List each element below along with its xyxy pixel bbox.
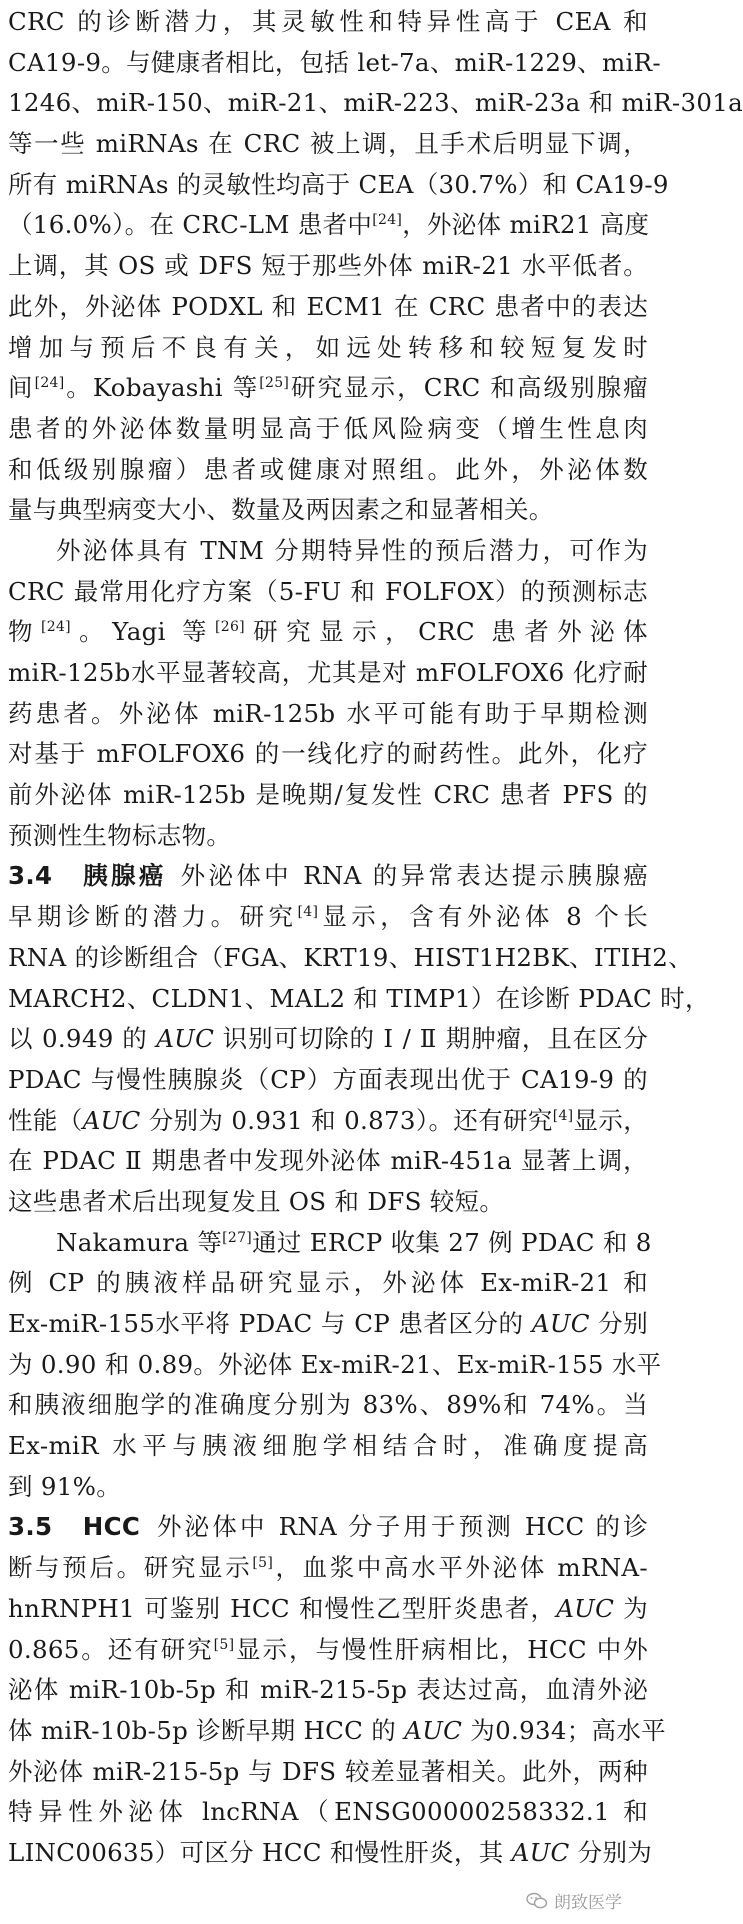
text-run: Ex-miR 水平与胰液细胞学相结合时，准确度提高 bbox=[8, 1431, 648, 1461]
paragraph bbox=[8, 2, 743, 531]
text-line bbox=[8, 205, 648, 246]
text-run: ，血浆中高水平外泌体 mRNA- bbox=[273, 1553, 648, 1583]
italic-term: AUC bbox=[556, 1593, 615, 1623]
text-line bbox=[8, 1060, 648, 1101]
text-line bbox=[8, 938, 693, 979]
text-run: 此外，外泌体 PODXL 和 ECM1 在 CRC 患者中的表达 bbox=[8, 291, 648, 321]
text-run: 外泌体中 RNA 的异常表达提示胰腺癌 bbox=[180, 861, 648, 891]
text-line bbox=[8, 1345, 662, 1386]
text-line bbox=[8, 1792, 648, 1833]
text-line bbox=[8, 775, 648, 816]
text-run: CRC 的诊断潜力，其灵敏性和特异性高于 CEA 和 bbox=[8, 7, 648, 36]
text-run: 患者的外泌体数量明显高于低风险病变（增生性息肉 bbox=[8, 413, 648, 443]
text-run: 前外泌体 miR-125b 是晚期/复发性 CRC 患者 PFS 的 bbox=[8, 780, 648, 810]
paragraph bbox=[8, 531, 648, 857]
text-line bbox=[8, 287, 648, 328]
text-line bbox=[8, 1385, 648, 1426]
italic-term: AUC bbox=[404, 1715, 463, 1745]
text-run: 增加与预后不良有关，如远处转移和较短复发时 bbox=[8, 332, 648, 362]
citation-ref: [4] bbox=[297, 904, 319, 921]
text-run: 为0.934；高水平 bbox=[462, 1715, 666, 1745]
citation-ref: [24] bbox=[34, 375, 65, 392]
text-run: 为 bbox=[614, 1593, 648, 1623]
text-run: 分别 bbox=[589, 1309, 648, 1338]
text-run: 在 PDAC Ⅱ 期患者中发现外泌体 miR-451a 显著上调， bbox=[8, 1146, 648, 1176]
text-run: 显示，含有外泌体 8 个长 bbox=[318, 902, 649, 932]
text-line bbox=[8, 83, 743, 124]
text-run: 间 bbox=[8, 373, 35, 403]
text-line bbox=[8, 1263, 648, 1304]
text-line bbox=[8, 165, 669, 206]
text-run: ，外泌体 miR21 高度 bbox=[402, 210, 650, 240]
italic-term: AUC bbox=[156, 1024, 215, 1054]
text-run: MARCH2、CLDN1、MAL2 和 TIMP1）在诊断 PDAC 时， bbox=[8, 983, 710, 1013]
text-line bbox=[8, 1426, 648, 1467]
text-line bbox=[8, 1507, 648, 1548]
text-line bbox=[8, 612, 648, 653]
text-line bbox=[8, 43, 661, 84]
text-line bbox=[8, 1019, 648, 1060]
text-line bbox=[8, 368, 648, 409]
text-line bbox=[8, 1182, 648, 1223]
text-run: LINC00635）可区分 HCC 和慢性肝炎，其 bbox=[8, 1837, 512, 1867]
text-run: 所有 miRNAs 的灵敏性均高于 CEA（30.7%）和 CA19-9 bbox=[8, 169, 669, 199]
italic-term: AUC bbox=[531, 1309, 590, 1338]
text-run: 为 0.90 和 0.89。外泌体 Ex-miR-21、Ex-miR-155 水平 bbox=[8, 1349, 662, 1379]
text-run: 1246、miR-150、miR-21、miR-223、miR-23a 和 miR-301a bbox=[8, 88, 743, 118]
citation-ref: [24] bbox=[41, 619, 71, 636]
text-line bbox=[8, 572, 648, 613]
paragraph bbox=[8, 1507, 666, 1873]
text-run: 例 CP 的胰液样品研究显示，外泌体 Ex-miR-21 和 bbox=[8, 1268, 648, 1298]
text-line bbox=[8, 1467, 648, 1508]
text-run: CA19-9。与健康者相比，包括 let-7a、miR-1229、miR- bbox=[8, 47, 661, 77]
text-run: 量与典型病变大小、数量及两因素之和显著相关。 bbox=[8, 495, 554, 525]
text-run: 性能（ bbox=[8, 1105, 83, 1135]
text-run: 早期诊断的潜力。研究 bbox=[8, 902, 298, 932]
section-heading: 3.5 HCC bbox=[8, 1512, 141, 1542]
text-line bbox=[8, 734, 648, 775]
text-line bbox=[8, 1141, 648, 1182]
text-line bbox=[8, 531, 648, 572]
text-run: 。Yagi 等 bbox=[70, 617, 215, 647]
text-run: 到 91%。 bbox=[8, 1471, 122, 1501]
citation-ref: [27] bbox=[222, 1229, 253, 1246]
text-run: 以 0.949 的 bbox=[8, 1024, 157, 1054]
text-run: 显示， bbox=[573, 1105, 648, 1135]
text-run: 分别为 0.931 和 0.873）。还有研究 bbox=[140, 1105, 553, 1135]
paragraph bbox=[8, 1223, 662, 1508]
text-line bbox=[8, 328, 648, 369]
text-run: CRC 最常用化疗方案（5-FU 和 FOLFOX）的预测标志 bbox=[8, 576, 648, 606]
text-line bbox=[8, 1670, 648, 1711]
text-run: Ex-miR-155水平将 PDAC 与 CP 患者区分的 bbox=[8, 1309, 532, 1338]
text-line bbox=[8, 816, 648, 857]
watermark bbox=[522, 1887, 626, 1914]
text-line bbox=[8, 1752, 648, 1793]
text-line bbox=[8, 409, 648, 450]
text-run: 研究显示，CRC 和高级别腺瘤 bbox=[289, 373, 648, 403]
text-run: 等一些 miRNAs 在 CRC 被上调，且手术后明显下调， bbox=[8, 129, 648, 159]
text-run: 体 miR-10b-5p 诊断早期 HCC 的 bbox=[8, 1715, 405, 1745]
text-run: RNA 的诊断组合（FGA、KRT19、HIST1H2BK、ITIH2、 bbox=[8, 942, 693, 972]
text-run: PDAC 与慢性胰腺炎（CP）方面表现出优于 CA19-9 的 bbox=[8, 1064, 648, 1094]
text-run: 和低级别腺瘤）患者或健康对照组。此外，外泌体数 bbox=[8, 454, 648, 484]
text-run: 物 bbox=[8, 617, 41, 647]
text-run: hnRNPH1 可鉴别 HCC 和慢性乙型肝炎患者， bbox=[8, 1593, 557, 1623]
text-run: 通过 ERCP 收集 27 例 PDAC 和 8 bbox=[252, 1227, 652, 1257]
text-run: 。Kobayashi 等 bbox=[64, 373, 260, 403]
text-line bbox=[8, 979, 710, 1020]
text-line bbox=[8, 1304, 648, 1345]
text-run: 0.865。还有研究 bbox=[8, 1634, 214, 1664]
citation-ref: [5] bbox=[252, 1555, 274, 1572]
text-run: 特异性外泌体 lncRNA（ENSG00000258332.1 和 bbox=[8, 1797, 648, 1827]
text-run: 泌体 miR-10b-5p 和 miR-215-5p 表达过高，血清外泌 bbox=[8, 1675, 648, 1705]
text-run: miR-125b水平显著较高，尤其是对 mFOLFOX6 化疗耐 bbox=[8, 658, 648, 687]
text-line bbox=[8, 490, 648, 531]
citation-ref: [5] bbox=[213, 1636, 235, 1653]
text-line bbox=[8, 897, 648, 938]
text-line bbox=[8, 1589, 648, 1630]
watermark-text: 朗致医学 bbox=[554, 1893, 622, 1913]
text-run: 对基于 mFOLFOX6 的一线化疗的耐药性。此外，化疗 bbox=[8, 739, 648, 769]
text-run: 识别可切除的 Ⅰ / Ⅱ 期肿瘤，且在区分 bbox=[214, 1024, 648, 1054]
text-run: 研究显示，CRC 患者外泌体 bbox=[244, 617, 648, 647]
wechat-logo-icon bbox=[526, 1892, 548, 1910]
text-run: 显示，与慢性肝病相比，HCC 中外 bbox=[234, 1634, 648, 1664]
citation-ref: [25] bbox=[259, 375, 290, 392]
text-run: 分别为 bbox=[569, 1837, 653, 1867]
citation-ref: [26] bbox=[215, 619, 245, 636]
text-run: 断与预后。研究显示 bbox=[8, 1553, 253, 1583]
text-line bbox=[8, 1223, 652, 1264]
text-line bbox=[8, 246, 648, 287]
text-line bbox=[8, 450, 648, 491]
italic-term: AUC bbox=[511, 1837, 570, 1867]
text-run: 上调，其 OS 或 DFS 短于那些外体 miR-21 水平低者。 bbox=[8, 251, 648, 281]
text-line bbox=[8, 1101, 648, 1142]
italic-term: AUC bbox=[82, 1105, 141, 1135]
text-line bbox=[8, 856, 648, 897]
text-run: 外泌体 miR-215-5p 与 DFS 较差显著相关。此外，两种 bbox=[8, 1756, 648, 1786]
text-line bbox=[8, 124, 648, 165]
text-line bbox=[8, 653, 648, 694]
text-line bbox=[8, 694, 648, 735]
citation-ref: [24] bbox=[372, 212, 403, 229]
text-line bbox=[8, 1711, 666, 1752]
text-run: （16.0%）。在 CRC-LM 患者中 bbox=[8, 210, 373, 240]
text-run: 外泌体中 RNA 分子用于预测 HCC 的诊 bbox=[154, 1512, 648, 1542]
text-run: Nakamura 等 bbox=[56, 1227, 223, 1257]
text-line bbox=[8, 1548, 648, 1589]
text-run: 预测性生物标志物。 bbox=[8, 820, 232, 850]
article-body bbox=[8, 2, 743, 1874]
text-line bbox=[8, 2, 648, 43]
text-run: 药患者。外泌体 miR-125b 水平可能有助于早期检测 bbox=[8, 698, 648, 728]
paragraph bbox=[8, 856, 710, 1222]
citation-ref: [4] bbox=[552, 1107, 574, 1124]
section-heading: 3.4 胰腺癌 bbox=[8, 861, 167, 891]
text-line bbox=[8, 1630, 648, 1671]
text-run: 和胰液细胞学的准确度分别为 83%、89%和 74%。当 bbox=[8, 1390, 648, 1420]
text-run: 外泌体具有 TNM 分期特异性的预后潜力，可作为 bbox=[56, 535, 648, 565]
text-line bbox=[8, 1833, 653, 1874]
text-run: 这些患者术后出现复发且 OS 和 DFS 较短。 bbox=[8, 1186, 505, 1216]
